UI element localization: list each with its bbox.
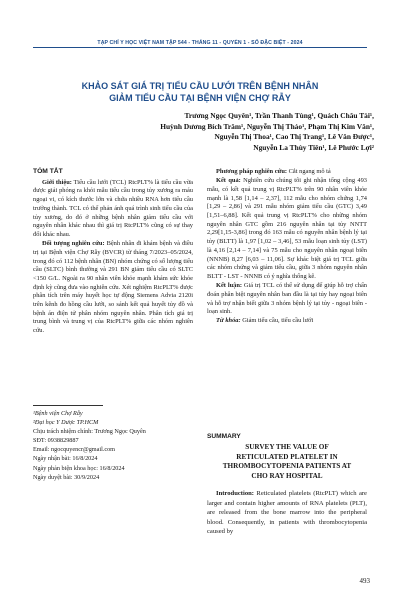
footnote-rule xyxy=(33,405,103,406)
methods-text: Cắt ngang mô tả xyxy=(287,168,331,175)
methods-label: Phương pháp nghiên cứu: xyxy=(216,168,288,175)
affiliation-2: ²Đại học Y Dược TP.HCM xyxy=(33,419,99,427)
author-line-1: Trương Ngọc Quyên¹, Trần Thanh Tùng¹, Quách Châu Tài¹, xyxy=(184,111,374,120)
english-title-line-4: CHO RAY HOSPITAL xyxy=(251,471,323,480)
abstract-heading: TÓM TẮT xyxy=(33,168,63,175)
date-received: Ngày nhận bài: 16/8/2024 xyxy=(33,455,98,463)
subjects-text: Bệnh nhân đi khám bệnh và điều trị tại Bệnh viện Chợ Rẫy (BVCR) từ tháng 7/2023–05/2024, trong đó có 112 bệnh nhân (BN) nhóm chứng có số lượng tiểu cầu (SLTC) bình thường và 291 BN giảm tiểu cầu có SLTC <150 G/L. Ngoài ra 90 nhân viên khỏe mạnh khám sức khỏe định kỳ cũng đưa vào nghiên cứu. Xét nghiệm RtcPLT% được phân tích trên máy huyết học tự động Siemens Advia 2120i trên kênh đo hồng cầu lưới, so sánh kết quả huyết tủy đồ và bệnh án điện tử phân nhóm nguyên nhân. Phân tích giá trị trung bình và trung vị của RtcPLT% giữa các nhóm nghiên cứu. xyxy=(33,240,193,335)
author-line-4: Nguyễn La Thùy Tiên¹, Lê Phước Lợi² xyxy=(253,142,374,152)
english-title xyxy=(207,443,367,481)
english-title-line-1: SURVEY THE VALUE OF xyxy=(245,443,329,451)
abstract-results xyxy=(207,177,367,281)
page-number: 493 xyxy=(359,577,370,585)
corresponding-author: Chịu trách nhiệm chính: Trương Ngọc Quyên xyxy=(33,428,146,436)
title-line-2: GIẢM TIỂU CẦU TẠI BỆNH VIỆN CHỢ RẪY xyxy=(109,93,291,103)
article-title xyxy=(33,80,367,104)
summary-intro-text: Reticulated platelets (RtcPLT) which are larger and contain higher amounts of RNA platelets (PLT), are released from the bone marrow into the peripheral blood. Consequently, in patients with thrombocytopenia caused by xyxy=(207,490,367,536)
email-address: Email: ngocquyencr@gmail.com xyxy=(33,446,115,454)
abstract-conclusion xyxy=(207,282,367,317)
header-rule xyxy=(33,47,367,48)
conclusion-text: Giá trị TCL có thể sử dụng để giúp hỗ trợ chẩn đoán phân biệt nguyên nhân ban đầu là tại tủy hay ngoại biên và hỗ trợ nhận biết giữa 3 nhóm bệnh lý tại tủy - ngoại biên - loạn sinh. xyxy=(207,282,367,316)
keywords-label: Từ khóa: xyxy=(216,317,241,325)
abstract-left-column xyxy=(33,168,193,336)
results-label: Kết quả: xyxy=(216,177,241,185)
results-text: Nghiên cứu chúng tôi ghi nhận tổng cộng 493 mẫu, có kết quả trung vị RtcPLT% trên 90 nhân viên khỏe mạnh là 1,58 [1,14 – 2,37], 112 mẫu cho nhóm chứng 1,74 [1,29 – 2,86] và 291 mẫu nhóm giảm tiểu cầu (GTC) 3,49 [1,51–6,88]. Kết quả trung vị RtcPLT% cho những nhóm nguyên nhân GTC gồm 216 nguyên nhân tại tủy NNTT 2,29[1,15-3,86] trong đó 163 mẫu có nguyên nhân bệnh lý tại tủy (BLTT) là 1,97 [1,02 – 3,46], 53 mẫu loạn sinh tủy (LST) là 4,16 [2,14 – 7,14] và 75 mẫu cho nguyên nhân ngoại biên (NNNB) 8,27 [6,03 – 11,06]. Sự khác biệt giá trị TCL giữa các nhóm chứng và giảm tiểu cầu, giữa 3 nhóm nguyên nhân BLTT - LST - NNNB có ý nghĩa thống kê. xyxy=(207,177,368,280)
abstract-right-column xyxy=(207,168,367,327)
phone-number: SĐT: 0938829887 xyxy=(33,437,79,445)
summary-intro-label: Introduction: xyxy=(216,490,254,497)
affiliation-1: ¹Bệnh viện Chợ Rẫy xyxy=(33,410,83,417)
subjects-label: Đối tượng nghiên cứu: xyxy=(42,240,105,248)
intro-label: Giới thiệu: xyxy=(42,178,72,186)
author-line-2: Huỳnh Dương Bích Trâm¹, Nguyễn Thị Thảo¹, Phạm Thị Kim Vân¹, xyxy=(160,121,374,131)
date-reviewed: Ngày phản biện khoa học: 16/8/2024 xyxy=(33,464,125,472)
conclusion-label: Kết luận: xyxy=(216,282,243,290)
abstract-keywords xyxy=(207,317,367,326)
journal-header: TẠP CHÍ Y HỌC VIỆT NAM TẬP 544 - THÁNG 11 - QUYỂN 1 - SỐ ĐẶC BIỆT - 2024 xyxy=(97,40,303,46)
summary-heading: SUMMARY xyxy=(207,433,241,440)
author-line-3: Nguyễn Thị Thoa¹, Cao Thị Trang¹, Lê Văn Được¹, xyxy=(214,132,374,142)
date-accepted: Ngày duyệt bài: 30/9/2024 xyxy=(33,473,100,481)
abstract-methods xyxy=(207,168,367,177)
keywords-text: Giảm tiểu cầu, tiểu cầu lưới xyxy=(240,317,314,325)
abstract-introduction xyxy=(33,179,193,240)
english-title-line-2: RETICULATED PLATELET IN xyxy=(236,452,338,461)
title-line-1: KHẢO SÁT GIÁ TRỊ TIỂU CẦU LƯỚI TRÊN BỆNH NHÂN xyxy=(81,81,319,91)
abstract-subjects xyxy=(33,240,193,336)
english-title-line-3: THROMBOCYTOPENIA PATIENTS AT xyxy=(222,462,352,471)
intro-text: Tiểu cầu lưới (TCL) RtcPLT% là tiểu cầu vừa được giải phóng ra khỏi mẫu tiểu cầu trong tủy xương ra máu ngoại vi, có kích thước lớn và chứa nhiều RNA hơn tiểu cầu trưởng thành. TCL có thể phản ánh quá trình sinh tiểu cầu của tủy xương, do đó ở những bệnh nhân giảm tiểu cầu với nguyên nhân khác nhau thì giá trị RtcPLT% cũng có sự thay đổi khác nhau. xyxy=(33,178,193,238)
footnotes xyxy=(33,409,198,482)
author-list xyxy=(70,111,374,153)
summary-introduction xyxy=(207,489,367,537)
